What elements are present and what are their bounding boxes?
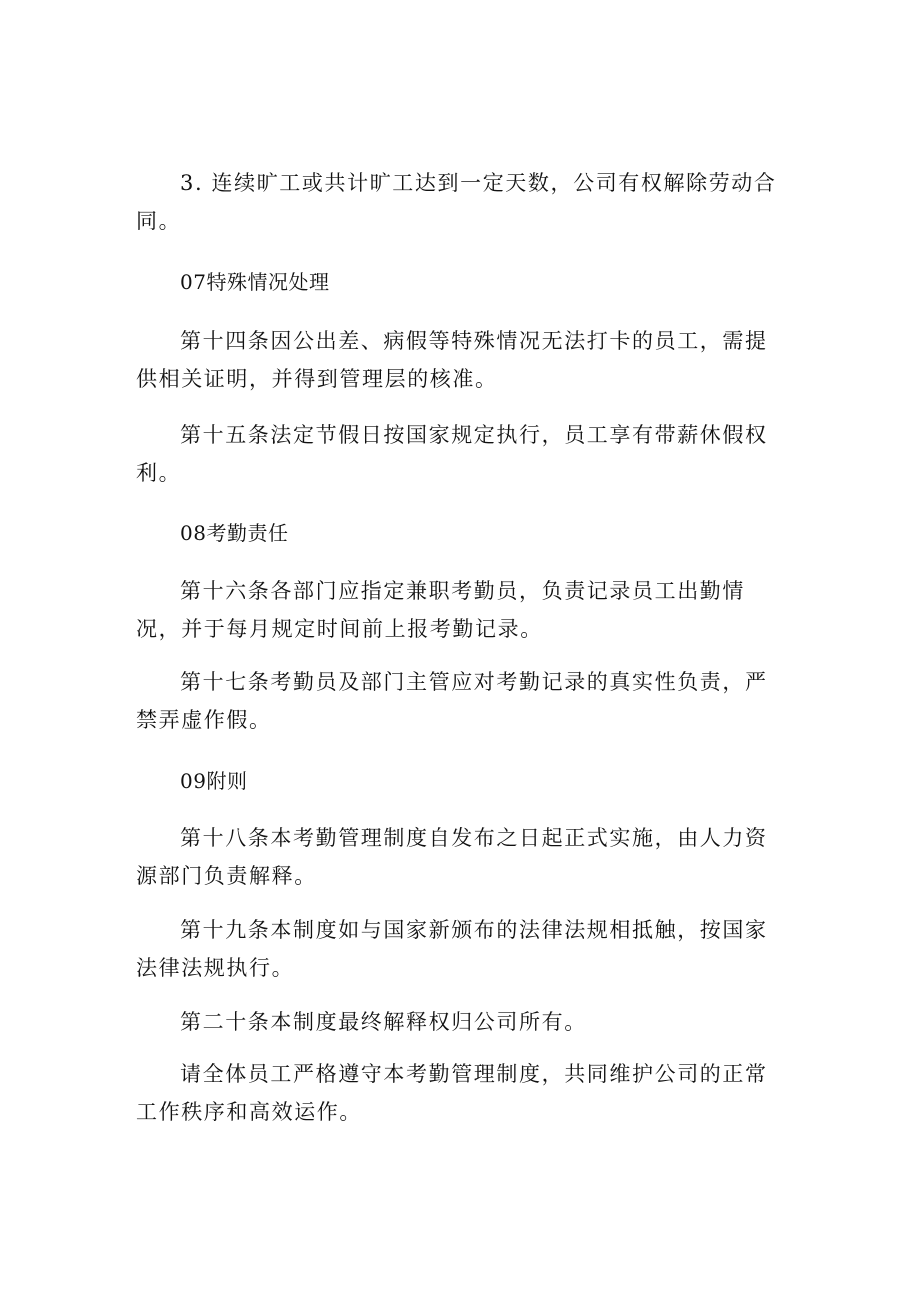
paragraph-article-16: 第十六条各部门应指定兼职考勤员，负责记录员工出勤情况，并于每月规定时间前上报考勤记录。 bbox=[136, 579, 745, 641]
section-heading-07: 07特殊情况处理 bbox=[180, 270, 330, 294]
paragraph-article-18: 第十八条本考勤管理制度自发布之日起正式实施，由人力资源部门负责解释。 bbox=[136, 826, 768, 888]
paragraph-article-17: 第十七条考勤员及部门主管应对考勤记录的真实性负责，严禁弄虚作假。 bbox=[136, 670, 768, 732]
paragraph-article-14: 第十四条因公出差、病假等特殊情况无法打卡的员工，需提供相关证明，并得到管理层的核准。 bbox=[136, 329, 768, 391]
paragraph-article-19: 第十九条本制度如与国家新颁布的法律法规相抵触，按国家法律法规执行。 bbox=[136, 918, 768, 980]
paragraph-article-15: 第十五条法定节假日按国家规定执行，员工享有带薪休假权利。 bbox=[136, 423, 768, 485]
paragraph-article-20: 第二十条本制度最终解释权归公司所有。 bbox=[180, 1010, 587, 1034]
paragraph-closing-statement: 请全体员工严格遵守本考勤管理制度，共同维护公司的正常工作秩序和高效运作。 bbox=[136, 1062, 768, 1124]
section-heading-08: 08考勤责任 bbox=[180, 521, 289, 545]
section-heading-09: 09附则 bbox=[180, 769, 248, 793]
paragraph-continuous-absence: 3. 连续旷工或共计旷工达到一定天数，公司有权解除劳动合同。 bbox=[136, 171, 777, 233]
